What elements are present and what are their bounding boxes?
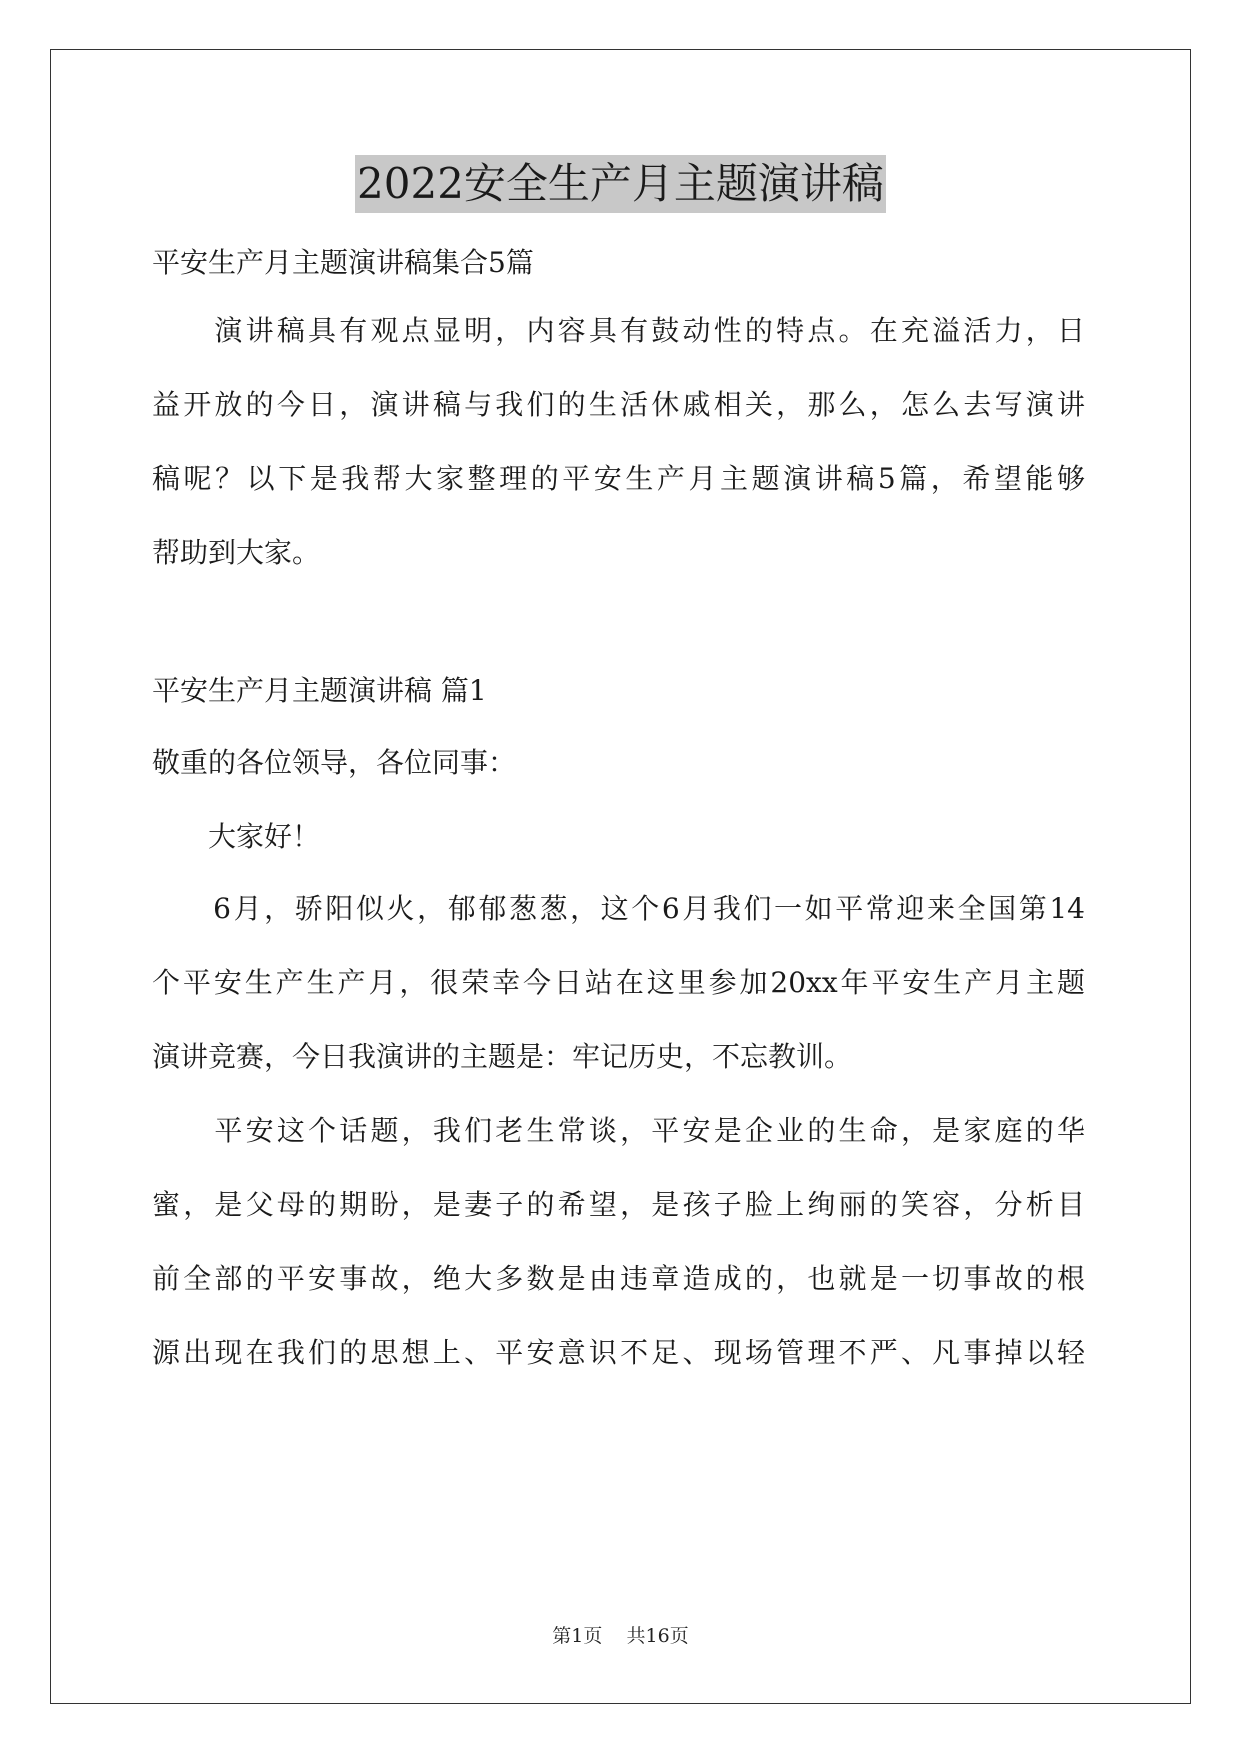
document-title: 2022安全生产月主题演讲稿 bbox=[355, 155, 886, 213]
paragraph-line: 源出现在我们的思想上、平安意识不足、现场管理不严、凡事掉以轻 bbox=[152, 1336, 1085, 1369]
paragraph-line: 帮助到大家。 bbox=[152, 536, 321, 569]
section-heading: 平安生产月主题演讲稿 篇1 bbox=[152, 674, 487, 707]
paragraph-line: 前全部的平安事故，绝大多数是由违章造成的，也就是一切事故的根 bbox=[152, 1262, 1085, 1295]
paragraph-line: 平安这个话题，我们老生常谈，平安是企业的生命，是家庭的华 bbox=[152, 1114, 1085, 1147]
subtitle-line: 平安生产月主题演讲稿集合5篇 bbox=[152, 246, 534, 279]
title-block bbox=[0, 155, 1241, 213]
page-number: 第1页 bbox=[552, 1625, 603, 1647]
paragraph-line: 6月，骄阳似火，郁郁葱葱，这个6月我们一如平常迎来全国第14 bbox=[152, 892, 1085, 925]
paragraph-line: 演讲稿具有观点显明，内容具有鼓动性的特点。在充溢活力，日 bbox=[152, 314, 1085, 347]
paragraph-line: 益开放的今日，演讲稿与我们的生活休戚相关，那么，怎么去写演讲 bbox=[152, 388, 1085, 421]
page-total: 共16页 bbox=[626, 1625, 689, 1647]
paragraph-line: 个平安生产生产月，很荣幸今日站在这里参加20xx年平安生产月主题 bbox=[152, 966, 1085, 999]
page-footer bbox=[0, 1624, 1241, 1648]
greeting-line: 大家好！ bbox=[152, 820, 321, 853]
page-border bbox=[50, 49, 1191, 1704]
salutation-line: 敬重的各位领导，各位同事： bbox=[152, 746, 517, 779]
paragraph-line: 演讲竞赛，今日我演讲的主题是：牢记历史，不忘教训。 bbox=[152, 1040, 853, 1073]
paragraph-line: 稿呢？以下是我帮大家整理的平安生产月主题演讲稿5篇，希望能够 bbox=[152, 462, 1085, 495]
paragraph-line: 蜜，是父母的期盼，是妻子的希望，是孩子脸上绚丽的笑容，分析目 bbox=[152, 1188, 1085, 1221]
